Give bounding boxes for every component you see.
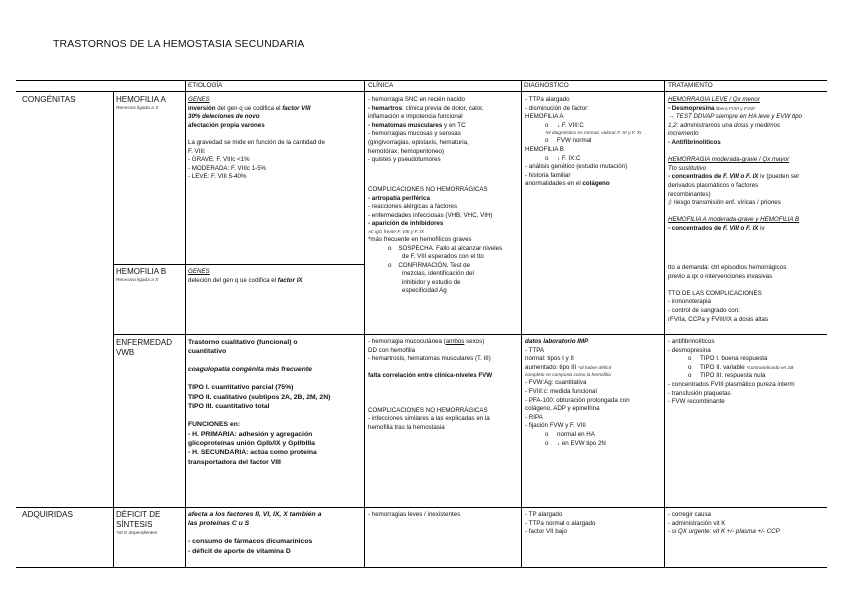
col-divider-5 <box>664 80 665 567</box>
group-adquiridas: ADQUIRIDAS <box>22 510 73 519</box>
list-item: mezclas, identificación del <box>402 270 474 278</box>
list-item: - hemorragia mucocutánea (ambos sexos) <box>368 338 485 345</box>
list-item: previo a qx o intervenciones invasivas <box>668 272 773 280</box>
list-item: FUNCIONES en: <box>188 421 241 429</box>
list-item: - desmopresina <box>668 346 711 354</box>
list-item: rFVIIa, CCPa y FVIII/IX a dosis altas <box>668 315 769 323</box>
deficit-etiologia <box>188 510 321 556</box>
diag-note: completo se comporta como la hemofilia <box>525 373 611 379</box>
list-item: o ↓ F. IX:C <box>545 154 581 162</box>
list-item: - historia familiar <box>525 171 571 179</box>
list-item: o ↓ F. VIII:C <box>545 121 584 129</box>
list-item: 1,2: administramos una dosis y medimos <box>668 121 781 129</box>
list-item: TIPO I. cuantitativo parcial (75%) <box>188 384 294 392</box>
list-item: glicoproteínas unión GpIb/IX y GpIIbIIIa <box>188 440 315 448</box>
hemofilia-a-etiologia <box>188 96 325 182</box>
hemofilia-b-label <box>116 267 166 284</box>
header-clinica: CLÍNICA <box>368 82 394 89</box>
list-item: Trastorno cualitativo (funcional) o <box>188 339 298 346</box>
vwb-name-1: ENFERMEDAD <box>116 338 173 347</box>
header-etiologia: ETIOLOGÍA <box>188 82 223 89</box>
list-item: → TEST DDVAP siempre en HA leve y EVW tipo <box>668 113 802 121</box>
diag-heading: datos laboratorio IMP <box>525 338 589 345</box>
list-item: - antifibrinolíticos <box>668 338 715 345</box>
list-item: o TIPO I. buena respuesta <box>688 355 768 363</box>
header-tratamiento: TRATAMIENTO <box>668 82 713 89</box>
diag-note: *el diagnóstico es normal, valorar F. XI y F. XI <box>545 131 642 137</box>
grave-level: - GRAVE: F. VIIIc <1% <box>188 156 250 164</box>
deficit-name-1: DÉFICIT DE <box>116 510 161 519</box>
list-item: normal: tipos I y II <box>525 355 574 363</box>
list-item: - FVIII:c: medida funcional <box>525 387 597 395</box>
list-item: - Antifibrinolíticos <box>668 138 721 146</box>
moderada-level: - MODERADA: F. VIIIc 1-5% <box>188 164 267 172</box>
complicaciones-heading: COMPLICACIONES NO HEMORRÁGICAS <box>368 185 488 193</box>
list-item: ¡! riesgo transmisión enf. víricas / priones <box>668 199 781 207</box>
vwb-diagnostico <box>525 338 630 448</box>
list-item: - corregir causa <box>668 511 711 518</box>
complicaciones-heading: COMPLICACIONES NO HEMORRÁGICAS <box>368 406 488 414</box>
col-divider-1 <box>113 91 114 567</box>
table-bottom-rule <box>16 567 827 568</box>
hemofilia-a-name: HEMOFILIA A <box>116 95 166 104</box>
list-item: incremento <box>668 130 699 138</box>
afectacion-text: afectación propia varones <box>188 121 265 129</box>
page-title: TRASTORNOS DE LA HEMOSTASIA SECUNDARIA <box>53 38 305 50</box>
deleciones-text: 30% deleciones de novo <box>188 113 260 121</box>
list-item: - TTPA <box>525 346 545 354</box>
list-item: - concentrados de F. VIII o F. IX iv <box>668 224 765 232</box>
list-item: - H. SECUNDARIA: actúa como proteína <box>188 449 317 457</box>
list-item: o FVW normal <box>545 137 592 145</box>
list-item: - hematomas musculares y en TC <box>368 121 466 129</box>
list-item: - RIPA <box>525 413 543 421</box>
list-item: hemotórax, hemoperitoneo) <box>368 147 445 155</box>
list-item: - infecciones similares a las explicadas en la <box>368 415 490 423</box>
deficit-note: *vit K dependientes <box>116 531 158 536</box>
hemofilia-a-label <box>116 95 166 112</box>
trat-heading: HEMORRAGIA LEVE / Qx menor <box>668 96 760 103</box>
list-item: especificidad Ag <box>402 287 447 295</box>
list-item: - artropatía periférica <box>368 194 430 202</box>
list-item: colágeno, ADP y epinefrina <box>525 405 600 413</box>
hemofilia-tratamiento <box>668 96 802 234</box>
list-item: - Desmopresina libera FVIII y FVW <box>668 104 755 112</box>
deficit-tratamiento <box>668 511 780 537</box>
hemofilia-b-name: HEMOFILIA B <box>116 267 167 276</box>
list-item: - disminución de factor: <box>525 104 589 112</box>
list-item: Tto sustitutivo <box>668 164 707 172</box>
leve-level: - LEVE: F. VIII 5-40% <box>188 173 247 181</box>
deficit-label <box>116 510 160 537</box>
list-item: - inmunoterapia <box>668 298 711 306</box>
group-congenitas: CONGÉNITAS <box>22 95 76 104</box>
list-item: - TTPa normal o alargado <box>525 519 596 527</box>
list-item: - hemartrosis, hematomas musculares (T. III) <box>368 355 491 363</box>
header-diagnostico: DIAGNÓSTICO <box>524 82 569 89</box>
vwb-rule <box>113 334 827 335</box>
list-item: anormalidades en el colágeno <box>525 180 610 188</box>
hemofilia-b-tratamiento <box>668 264 786 324</box>
list-item: - control de sangrado con: <box>668 306 740 314</box>
hemofilia-diagnostico <box>525 96 641 189</box>
list-item: - PFA-100: obturación prolongada con <box>525 396 630 404</box>
list-item: afecta a los factores II, VI, IX, X también a <box>188 511 322 518</box>
list-item: - fijación FVW y F. VIII <box>525 422 586 430</box>
list-item: de F. VIII esperados con el tto <box>402 253 484 261</box>
col-divider-2 <box>185 80 186 567</box>
list-item: - concentrados de F. VIII o F. IX iv (pueden ser <box>668 173 800 181</box>
list-item: - concentrados FVIII plasmático pureza interm <box>668 380 795 388</box>
list-item: - consumo de fármacos dicumarínicos <box>188 538 313 546</box>
deficit-name-2: SÍNTESIS <box>116 520 153 529</box>
hemofilia-a-inheritance: Recesiva ligada a X <box>116 106 159 111</box>
list-item: - aparición de inhibidores <box>368 220 444 228</box>
vwb-tratamiento <box>668 338 795 407</box>
hemofilia-separator <box>113 264 364 265</box>
list-item: - déficit de aporte de vitamina D <box>188 547 291 555</box>
list-item: - análisis genético (estudio mutación) <box>525 163 628 171</box>
deficit-diagnostico <box>525 511 595 537</box>
hemofilia-b-etiologia <box>188 268 303 285</box>
trat-heading: TTO DE LAS COMPLICACIONES <box>668 289 762 297</box>
list-item: - hemorragia SNC en recién nacido <box>368 96 465 103</box>
genes-heading: GENES <box>188 268 210 275</box>
list-item: - TP alargado <box>525 511 563 518</box>
list-item: o TIPO II. variable *contraindicado en 2B <box>688 363 794 371</box>
list-item: tto a demanda: ctrl episodios hemorrágicos <box>668 264 787 271</box>
list-item: derivados plasmáticos o factores <box>668 181 759 189</box>
list-item: recombinantes) <box>668 190 711 198</box>
gravedad-text: La gravedad se mide en función de la cantidad de <box>188 138 325 146</box>
list-item: - quistes y pseudotumores <box>368 156 441 164</box>
trat-heading: HEMOFILIA A moderada-grave y HEMOFILIA B <box>668 216 800 224</box>
vwb-clinica <box>368 338 492 433</box>
col-divider-4 <box>521 80 522 567</box>
list-item: - reacciones alérgicas a factores <box>368 203 458 211</box>
list-item: - hemorragias leves / inexistentes <box>368 511 461 518</box>
header-rule <box>16 91 827 92</box>
vwb-name-2: VWB <box>116 348 135 357</box>
list-item: - si QX urgente: vit K +/- plasma +/- CCP <box>668 528 780 536</box>
list-item: TIPO II. cualitativo (subtipos 2A, 2B, 2M, 2N) <box>188 393 331 401</box>
list-item: - hemorragias mucosas y serosas <box>368 130 461 138</box>
list-item: o SOSPECHA. Fallo al alcanzar niveles <box>388 244 503 252</box>
list-item: cuantitativo <box>188 348 227 356</box>
adquiridas-rule <box>16 507 827 508</box>
list-item: (gingivorragias, epistaxis, hematuria, <box>368 138 469 146</box>
list-item: inhibidor y estudio de <box>402 278 461 286</box>
list-item: - administración vit K <box>668 519 726 527</box>
list-item: - H. PRIMARIA: adhesión y agregación <box>188 430 313 438</box>
vwb-etiologia <box>188 338 330 467</box>
deficit-clinica <box>368 511 460 520</box>
delecion-text: deleción del gen q ue codifica el factor IX <box>188 276 303 284</box>
col-divider-3 <box>364 80 365 567</box>
hemofilia-b-inheritance: Recesiva ligada a X <box>116 278 159 283</box>
list-item: HEMOFILIA B <box>525 145 564 153</box>
list-item: - FVW:Ag: cuantitativa <box>525 379 587 387</box>
inversion-text: inversión del gen q ue codifica el factor VIII <box>188 104 311 112</box>
genes-heading: GENES <box>188 96 210 103</box>
list-item: o normal en HA <box>545 430 595 438</box>
list-item: - TTPa alargado <box>525 96 570 103</box>
list-item: *más frecuente en hemofílicos graves <box>368 235 472 243</box>
inhibidores-note: Ac igG frente F. VIII y F. IX <box>368 229 425 235</box>
list-item: TIPO III. cuantitativo total <box>188 403 270 411</box>
list-item: o ↓ en EVW tipo 2N <box>545 439 606 447</box>
list-item: falta correlación entre clínica-niveles FVW <box>368 372 493 380</box>
list-item: - enfermedades infecciosas (VHB, VHC, VIH) <box>368 211 493 219</box>
list-item: - hemartros: clínica previa de dolor, calor, <box>368 104 484 112</box>
list-item: hemofilia tras la hemostasia <box>368 423 445 431</box>
list-item: - factor VII bajo <box>525 528 567 536</box>
vwb-label <box>116 338 172 358</box>
list-item: DD con hemofilia <box>368 346 416 354</box>
list-item: inflamación e impotencia funcional <box>368 113 463 121</box>
hemofilia-clinica <box>368 96 502 296</box>
list-item: HEMOFILIA A <box>525 113 564 121</box>
table-top-rule <box>16 80 827 81</box>
list-item: las proteínas C u S <box>188 520 250 528</box>
list-item: o TIPO III. respuesta nula <box>688 372 766 380</box>
list-item: - FVW recombinante <box>668 398 725 406</box>
list-item: transportadora del factor VIII <box>188 458 281 466</box>
list-item: - transfusión plaquetas <box>668 389 731 397</box>
list-item: o CONFIRMACIÓN. Test de <box>388 261 471 269</box>
list-item: aumentado: tipo III *al haber déficit <box>525 363 612 371</box>
gravedad-text-2: F. VIII: <box>188 147 206 155</box>
trat-heading: HEMORRAGIA moderada-grave / Qx mayor <box>668 156 790 164</box>
list-item: coagulopatía congénita más frecuente <box>188 366 312 374</box>
